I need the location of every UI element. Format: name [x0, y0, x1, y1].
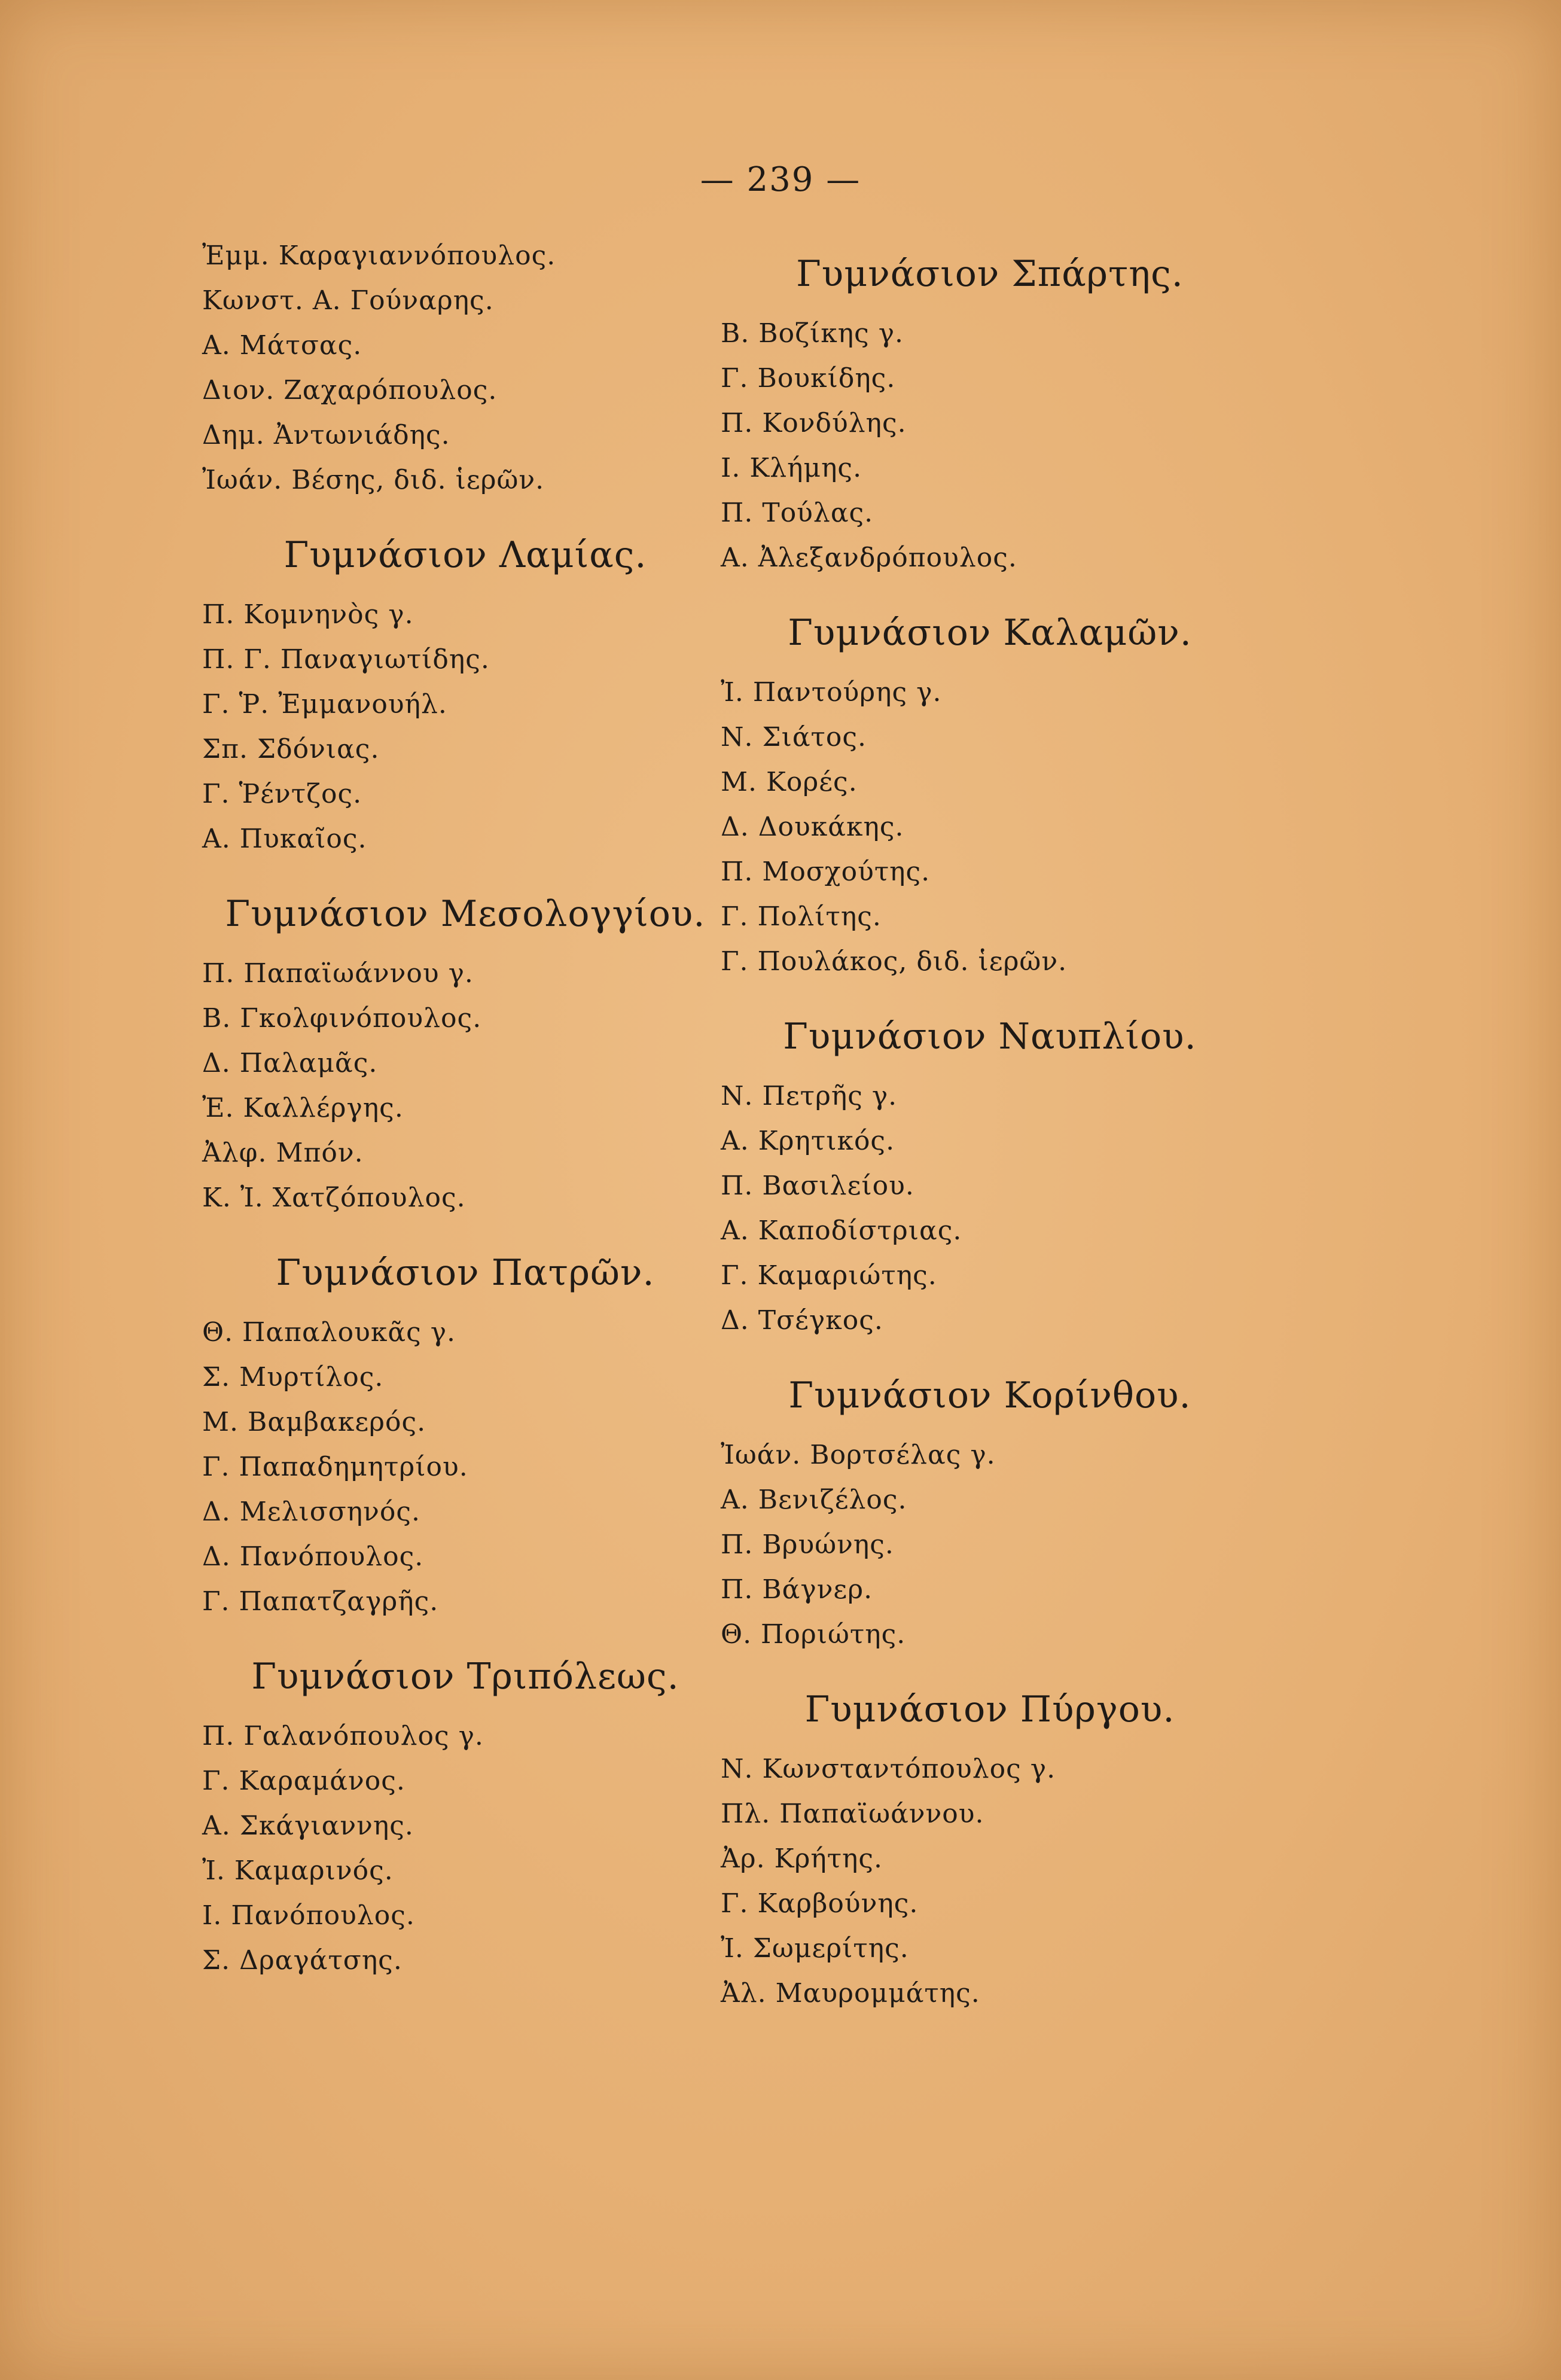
- school-section: [202, 1648, 728, 1983]
- teacher-entry: Β. Βοζίκης γ.: [721, 318, 904, 349]
- teacher-entry: Κωνστ. Α. Γούναρης.: [202, 285, 494, 316]
- teacher-entry: Δ. Πανόπουλος.: [202, 1541, 424, 1572]
- teacher-entry: Α. Σκάγιαννης.: [202, 1811, 414, 1841]
- teacher-entry: Ν. Σιάτος.: [721, 722, 867, 752]
- teacher-entry: Σ. Δραγάτσης.: [202, 1945, 403, 1976]
- teacher-entry: Π. Μοσχούτης.: [721, 857, 931, 887]
- section-heading: Γυμνάσιον Λαμίας.: [283, 534, 647, 576]
- teacher-entry: Γ. Ῥ. Ἐμμανουήλ.: [202, 689, 447, 720]
- section-heading: Γυμνάσιον Καλαμῶν.: [788, 612, 1192, 654]
- teacher-entry: Μ. Βαμβακερός.: [202, 1407, 426, 1437]
- teacher-entry: Ἰ. Καμαρινός.: [202, 1855, 394, 1886]
- left-column: [202, 233, 728, 1983]
- teacher-entry: Ἀλφ. Μπόν.: [202, 1138, 364, 1168]
- section-heading: Γυμνάσιον Πατρῶν.: [276, 1252, 655, 1294]
- teacher-entry: Γ. Παπαδημητρίου.: [202, 1452, 468, 1482]
- school-section: [202, 526, 728, 861]
- section-heading: Γυμνάσιον Κορίνθου.: [788, 1375, 1191, 1416]
- teacher-entry: Ἐμμ. Καραγιαννόπουλος.: [202, 240, 556, 271]
- school-section: [721, 1367, 1259, 1657]
- teacher-entry: Γ. Πολίτης.: [721, 901, 882, 932]
- teacher-entry: Α. Βενιζέλος.: [721, 1485, 907, 1515]
- teacher-entry: Ν. Πετρῆς γ.: [721, 1081, 898, 1111]
- teacher-entry: Α. Ἀλεξανδρόπουλος.: [721, 543, 1017, 573]
- teacher-entry: Ἰωάν. Βορτσέλας γ.: [721, 1440, 996, 1470]
- teacher-entry: Π. Βάγνερ.: [721, 1574, 873, 1605]
- teacher-entry: Γ. Πουλάκος, διδ. ἱερῶν.: [721, 946, 1068, 977]
- teacher-entry: Γ. Καραμάνος.: [202, 1766, 406, 1796]
- teacher-entry: Δ. Δουκάκης.: [721, 812, 904, 842]
- school-section: [721, 245, 1259, 580]
- school-section: [721, 1008, 1259, 1343]
- school-section: [721, 1681, 1259, 2016]
- right-column: [721, 233, 1259, 2016]
- teacher-entry: Ἐ. Καλλέργης.: [202, 1093, 404, 1123]
- teacher-entry: Πλ. Παπαϊωάννου.: [721, 1799, 984, 1829]
- teacher-entry: Π. Παπαϊωάννου γ.: [202, 958, 474, 989]
- teacher-entry: Ἰ. Σωμερίτης.: [721, 1933, 909, 1964]
- school-section: [721, 604, 1259, 984]
- teacher-entry: Α. Κρητικός.: [721, 1126, 895, 1156]
- teacher-entry: Θ. Πoριώτης.: [721, 1619, 906, 1650]
- teacher-entry: Γ. Βουκίδης.: [721, 363, 896, 394]
- page-number: — 239 —: [700, 160, 861, 199]
- teacher-entry: Ι. Πανόπουλος.: [202, 1900, 415, 1931]
- teacher-entry: Α. Πυκαῖος.: [202, 824, 367, 854]
- teacher-entry: Γ. Καμαριώτης.: [721, 1260, 937, 1291]
- teacher-entry: Μ. Κορές.: [721, 767, 858, 797]
- section-heading: Γυμνάσιον Μεσολογγίου.: [225, 893, 706, 935]
- teacher-entry: Α. Μάτσας.: [202, 330, 362, 361]
- section-heading: Γυμνάσιον Σπάρτης.: [796, 253, 1184, 295]
- teacher-entry: Π. Τούλας.: [721, 498, 874, 528]
- section-heading: Γυμνάσιον Τριπόλεως.: [251, 1656, 679, 1698]
- school-section: [202, 885, 728, 1220]
- teacher-entry: Π. Βασιλείου.: [721, 1171, 914, 1201]
- teacher-entry: Κ. Ἰ. Χατζόπουλος.: [202, 1183, 466, 1213]
- teacher-entry: Δ. Τσέγκος.: [721, 1305, 883, 1336]
- teacher-entry: Α. Καποδίστριας.: [721, 1215, 962, 1246]
- teacher-entry: Ἀλ. Μαυρομμάτης.: [721, 1978, 980, 2009]
- teacher-entry: Β. Γκολφινόπουλος.: [202, 1003, 482, 1034]
- teacher-entry: Π. Γ. Παναγιωτίδης.: [202, 644, 490, 675]
- teacher-entry: Ι. Κλήμης.: [721, 453, 862, 483]
- section-heading: Γυμνάσιον Ναυπλίου.: [783, 1016, 1197, 1058]
- teacher-entry: Δ. Μελισσηνός.: [202, 1497, 421, 1527]
- teacher-entry: Δ. Παλαμᾶς.: [202, 1048, 378, 1078]
- teacher-entry: Γ. Ῥέντζος.: [202, 779, 362, 809]
- teacher-entry: Σπ. Σδόνιας.: [202, 734, 380, 764]
- teacher-entry: Π. Κονδύλης.: [721, 408, 907, 438]
- teacher-entry: Γ. Καρβούνης.: [721, 1888, 919, 1919]
- teacher-entry: Ἰωάν. Βέσης, διδ. ἱερῶν.: [202, 465, 545, 495]
- teacher-entry: Διον. Ζαχαρόπουλος.: [202, 375, 498, 406]
- teacher-entry: Δημ. Ἀντωνιάδης.: [202, 420, 450, 450]
- teacher-entry: Ἰ. Παντούρης γ.: [721, 677, 942, 708]
- teacher-entry: Π. Βρυώνης.: [721, 1529, 894, 1560]
- school-section: [202, 1244, 728, 1624]
- teacher-entry: Ν. Κωνσταντόπουλος γ.: [721, 1754, 1056, 1784]
- teacher-entry: Ἀρ. Κρήτης.: [721, 1843, 883, 1874]
- section-heading: Γυμνάσιον Πύργου.: [804, 1689, 1175, 1730]
- teacher-entry: Σ. Μυρτίλος.: [202, 1362, 384, 1392]
- school-section: [202, 233, 728, 502]
- teacher-entry: Γ. Παπατζαγρῆς.: [202, 1586, 439, 1617]
- teacher-entry: Π. Γαλανόπουλος γ.: [202, 1721, 484, 1751]
- teacher-entry: Θ. Παπαλουκᾶς γ.: [202, 1317, 456, 1348]
- teacher-entry: Π. Κομνηνὸς γ.: [202, 599, 414, 630]
